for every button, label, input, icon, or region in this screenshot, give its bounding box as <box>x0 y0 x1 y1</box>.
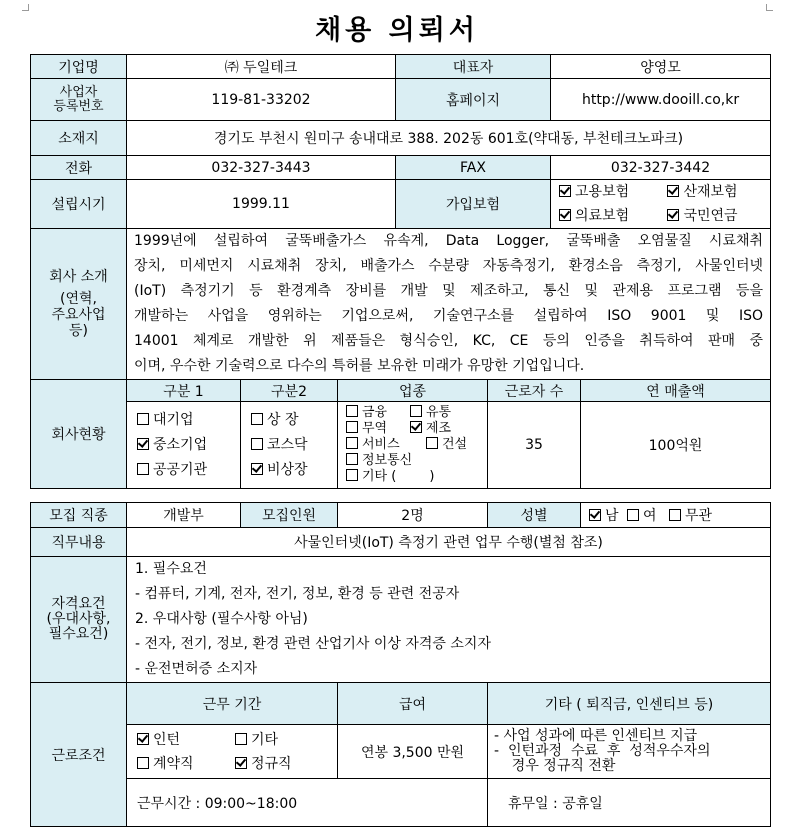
checkbox-icon <box>346 437 358 449</box>
insurance-options <box>551 180 771 229</box>
checkbox-checked-icon <box>559 185 571 197</box>
checkbox-icon <box>137 413 149 425</box>
duty-description: 사물인터넷(IoT) 측정기 관련 업무 수행(별첨 참조) <box>127 528 771 557</box>
qualifications-label: 자격요건 (우대사항, 필수요건) <box>31 557 127 683</box>
fax-label: FAX <box>396 156 551 180</box>
period-option-intern[interactable]: 인턴 <box>137 728 235 752</box>
industry-option-finance[interactable]: 금융 <box>346 405 410 421</box>
company-intro-text: 1999년에 설립하여 굴뚝배출가스 유속계, Data Logger, 굴뚝배출 오염물질 시료채취 장치, 미세먼지 시료채취 장치, 배출가스 수분량 자동측정기, 환경소음 측정기, 사물인터넷 (IoT) 측정기기 등 환경계측 장비를 개발 및 제조하고, 통신 및 관제용 프로그램 등을 개발하는 사업을 영위하는 기업으로써, 기술연구소를 설립하여 ISO 9001 및 ISO 14001 체계로 개발한 위 제품들은 형식승인, KC, CE 등의 인증을 취득하여 판매 중 이며, 우수한 기술력으로 다수의 특허를 보유한 미래가 유망한 기업입니다. <box>127 229 771 380</box>
address: 경기도 부천시 원미구 송내대로 388. 202동 601호(약대동, 부천테크노파크) <box>127 121 771 156</box>
industry-option-other[interactable]: 기타 ( ) <box>346 469 487 485</box>
gender-options <box>581 503 771 528</box>
etc-details: - 사업 성과에 따른 인센티브 지급 - 인턴과정 수료 후 성적우수자의 경우 정규직 전환 <box>488 725 771 779</box>
company-intro-label: 회사 소개 (연혁, 주요사업 등) <box>31 229 127 380</box>
checkbox-icon <box>251 438 263 450</box>
checkbox-icon <box>346 421 358 433</box>
checkbox-checked-icon <box>410 421 422 433</box>
type2-option-unlisted[interactable]: 비상장 <box>251 458 337 483</box>
checkbox-checked-icon <box>137 438 149 450</box>
type1-header: 구분 1 <box>127 380 241 402</box>
homepage-label: 홈페이지 <box>396 79 551 121</box>
checkbox-icon <box>251 413 263 425</box>
period-options <box>127 725 338 779</box>
type1-option-public[interactable]: 공공기관 <box>137 458 240 483</box>
industry-option-service[interactable]: 서비스 <box>346 437 426 453</box>
industry-option-trade[interactable]: 무역 <box>346 421 410 437</box>
company-name-label: 기업명 <box>31 55 127 79</box>
type2-option-kosdaq[interactable]: 코스닥 <box>251 433 337 458</box>
industry-header: 업종 <box>338 380 488 402</box>
checkbox-checked-icon <box>137 733 149 745</box>
type1-option-large[interactable]: 대기업 <box>137 408 240 433</box>
duty-label: 직무내용 <box>31 528 127 557</box>
company-info-table <box>30 54 771 489</box>
type1-option-sme[interactable]: 중소기업 <box>137 433 240 458</box>
etc-header: 기타 ( 퇴직금, 인센티브 등) <box>488 683 771 725</box>
checkbox-checked-icon <box>589 509 601 521</box>
position-value: 개발부 <box>127 503 241 528</box>
founded-date: 1999.11 <box>127 180 396 229</box>
industry-option-ict[interactable]: 정보통신 <box>346 453 487 469</box>
phone-label: 전화 <box>31 156 127 180</box>
checkbox-icon <box>627 509 639 521</box>
period-header: 근무 기간 <box>127 683 338 725</box>
gender-option-any[interactable]: 무관 <box>669 508 712 524</box>
ceo-label: 대표자 <box>396 55 551 79</box>
insurance-pension-option[interactable]: 국민연금 <box>667 208 737 224</box>
phone-number: 032-327-3443 <box>127 156 396 180</box>
checkbox-icon <box>235 733 247 745</box>
salary-header: 급여 <box>338 683 488 725</box>
work-conditions-label: 근로조건 <box>31 683 127 827</box>
position-label: 모집 직종 <box>31 503 127 528</box>
checkbox-icon <box>137 757 149 769</box>
checkbox-icon <box>346 469 358 481</box>
period-option-permanent[interactable]: 정규직 <box>235 756 292 772</box>
insurance-employment-option[interactable]: 고용보험 <box>559 180 663 204</box>
ceo-name: 양영모 <box>551 55 771 79</box>
insurance-medical-option[interactable]: 의료보험 <box>559 204 663 228</box>
checkbox-icon <box>669 509 681 521</box>
document-title: 채용 의뢰서 <box>315 15 479 46</box>
type2-header: 구분2 <box>241 380 338 402</box>
gender-option-male[interactable]: 남 <box>589 508 619 524</box>
checkbox-checked-icon <box>235 757 247 769</box>
fax-number: 032-327-3442 <box>551 156 771 180</box>
holidays: 휴무일 : 공휴일 <box>488 779 771 827</box>
recruitment-table <box>30 502 771 827</box>
sales-header: 연 매출액 <box>581 380 771 402</box>
registration-number: 119-81-33202 <box>127 79 396 121</box>
industry-option-retail[interactable]: 유통 <box>410 405 451 420</box>
checkbox-icon <box>137 463 149 475</box>
annual-sales: 100억원 <box>581 402 771 489</box>
checkbox-checked-icon <box>667 185 679 197</box>
type2-options <box>241 402 338 489</box>
checkbox-checked-icon <box>667 209 679 221</box>
insurance-label: 가입보험 <box>396 180 551 229</box>
work-hours: 근무시간 : 09:00~18:00 <box>127 779 488 827</box>
gender-label: 성별 <box>488 503 581 528</box>
industry-option-construction[interactable]: 건설 <box>426 437 467 452</box>
checkbox-icon <box>410 405 422 417</box>
period-option-contract[interactable]: 계약직 <box>137 752 235 776</box>
workers-header: 근로자 수 <box>488 380 581 402</box>
headcount-value: 2명 <box>338 503 488 528</box>
industry-option-manufacturing[interactable]: 제조 <box>410 421 451 436</box>
salary-value: 연봉 3,500 만원 <box>338 725 488 779</box>
gender-option-female[interactable]: 여 <box>627 508 657 524</box>
headcount-label: 모집인원 <box>241 503 338 528</box>
checkbox-checked-icon <box>559 209 571 221</box>
address-label: 소재지 <box>31 121 127 156</box>
checkbox-icon <box>346 405 358 417</box>
industry-options <box>338 402 488 489</box>
workers-count: 35 <box>488 402 581 489</box>
founded-label: 설립시기 <box>31 180 127 229</box>
checkbox-checked-icon <box>251 463 263 475</box>
homepage-url: http://www.dooill.co,kr <box>551 79 771 121</box>
insurance-accident-option[interactable]: 산재보험 <box>667 184 737 200</box>
period-option-other[interactable]: 기타 <box>235 732 278 748</box>
registration-label: 사업자 등록번호 <box>31 79 127 121</box>
checkbox-icon <box>346 453 358 465</box>
company-name: ㈜ 두일테크 <box>127 55 396 79</box>
type2-option-listed[interactable]: 상 장 <box>251 408 337 433</box>
type1-options <box>127 402 241 489</box>
qualifications-text: 1. 필수요건 - 컴퓨터, 기계, 전자, 전기, 정보, 환경 등 관련 전공자 2. 우대사항 (필수사항 아님) - 전자, 전기, 정보, 환경 관련 산업기사 이상 자격증 소지자 - 운전면허증 소지자 <box>127 557 771 683</box>
company-status-label: 회사현황 <box>31 380 127 489</box>
checkbox-icon <box>426 437 438 449</box>
